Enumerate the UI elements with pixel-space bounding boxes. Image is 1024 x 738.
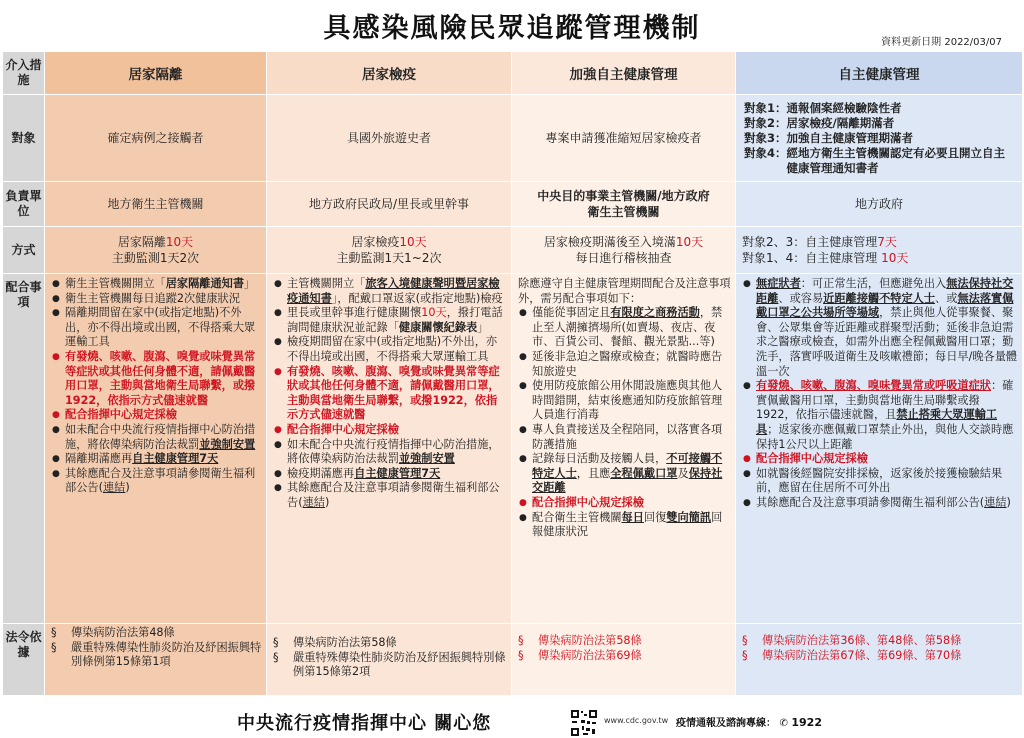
authority-row	[3, 182, 1023, 227]
page-title: 具感染風險民眾追蹤管理機制	[323, 13, 701, 44]
target-item: 對象4： 經地方衛生主管機關認定有必要且開立自主健康管理通知書者	[744, 145, 1006, 175]
row-label-measure: 介入措施	[3, 52, 45, 95]
intro-text: 除應遵守自主健康管理期間配合及注意事項外，需另配合事項如下：	[518, 277, 731, 305]
list-item: ● 配合指揮中心規定採檢	[287, 423, 507, 438]
row-label-authority: 負責單位	[3, 182, 45, 227]
list-item: ● 衛生主管機關每日追蹤2次健康狀況	[65, 292, 262, 307]
law-cell	[736, 624, 1023, 696]
list-item: ● 其餘應配合及注意事項請參閱衛生福利部公告(連結)	[756, 496, 1018, 511]
list-item: ● 記錄每日活動及接觸人員，不可接觸不特定人士，且應全程佩戴口罩及保持社交距離	[532, 452, 731, 496]
target-cell: 專案申請獲准縮短居家檢疫者	[512, 95, 736, 182]
law-item: § 傳染病防治法第58條	[273, 636, 397, 649]
list-item: ● 配合指揮中心規定採檢	[65, 408, 262, 423]
authority-cell: 中央目的事業主管機關/地方政府衛生主管機關	[512, 182, 736, 227]
section-symbol: §	[742, 648, 748, 662]
method-cell: 居家檢疫期滿後至入境滿10天 每日進行稽核抽查	[512, 227, 736, 274]
list-item: ● 里長或里幹事進行健康關懷10天，撥打電話詢問健康狀況並記錄「健康關懷紀錄表」	[287, 306, 507, 335]
law-item: § 嚴重特殊傳染性肺炎防治及紓困振興特別條例第15條第2項	[273, 650, 506, 679]
law-item: § 傳染病防治法第58條	[518, 634, 642, 647]
target-row	[3, 95, 1023, 182]
list-item: ● 配合衛生主管機關每日回復雙向簡訊回報健康狀況	[532, 511, 731, 540]
announcement-link[interactable]: 連結	[102, 481, 126, 495]
row-label-method: 方式	[3, 227, 45, 274]
col-header-self-health-management: 自主健康管理	[736, 52, 1023, 95]
authority-cell: 地方衛生主管機關	[45, 182, 267, 227]
section-symbol: §	[51, 640, 57, 654]
list-item: ● 配合指揮中心規定採檢	[756, 452, 1018, 467]
col-header-home-isolation: 居家隔離	[45, 52, 267, 95]
law-item: § 傳染病防治法第67條、第69條、第70條	[742, 648, 962, 662]
list-item: ● 隔離期滿應再自主健康管理7天	[65, 452, 262, 467]
law-cell	[512, 624, 736, 696]
method-row	[3, 227, 1023, 274]
phone-icon: ✆	[779, 718, 788, 729]
section-symbol: §	[742, 634, 748, 647]
row-label-law: 法令依據	[3, 624, 45, 696]
law-cell	[267, 624, 512, 696]
list-item: ● 檢疫期間留在家中(或指定地點)不外出，亦不得出境或出國，不得搭乘大眾運輸工具	[287, 335, 507, 364]
authority-cell: 地方政府民政局/里長或里幹事	[267, 182, 512, 227]
law-item: § 嚴重特殊傳染性肺炎防治及紓困振興特別條例第15條第1項	[51, 640, 262, 669]
list-item: ● 有發燒、咳嗽、腹瀉、嗅覺或味覺異常等症狀或其他任何身體不適，請佩戴醫用口罩，主動與當地衛生局聯繫，或撥1922，依指示方式儘速就醫	[65, 350, 262, 408]
authority-cell: 地方政府	[736, 182, 1023, 227]
list-item: ● 檢疫期滿應再自主健康管理7天	[287, 467, 507, 482]
list-item: ● 如就醫後經醫院安排採檢，返家後於接獲檢驗結果前，應留在住居所不可外出	[756, 467, 1018, 496]
management-table	[2, 51, 1023, 696]
cooperation-cell	[512, 274, 736, 624]
col-header-home-quarantine: 居家檢疫	[267, 52, 512, 95]
update-date: 資料更新日期 2022/03/07	[881, 37, 1002, 48]
list-item: ● 僅能從事固定且有限度之商務活動，禁止至人潮擁擠場所(如賣場、夜店、夜市、百貨公司、餐館、觀光景點...等)	[532, 306, 731, 350]
target-cell	[736, 95, 1023, 182]
list-item: ● 如未配合中央流行疫情指揮中心防治措施，將依傳染病防治法裁罰並強制安置	[287, 438, 507, 467]
law-item: § 傳染病防治法第69條	[518, 648, 642, 662]
target-item: 對象2：居家檢疫/隔離期滿者	[744, 115, 895, 130]
row-label-target: 對象	[3, 95, 45, 182]
cooperation-cell	[267, 274, 512, 624]
hotline: 疫情通報及諮詢專線： ✆ 1922	[676, 716, 822, 729]
announcement-link[interactable]: 連結	[302, 495, 325, 509]
col-header-enhanced-self-management: 加強自主健康管理	[512, 52, 736, 95]
law-item: § 傳染病防治法第36條、第48條、第58條	[742, 634, 962, 647]
target-item: 對象1：通報個案經檢驗陰性者	[744, 100, 902, 115]
website-link[interactable]: www.cdc.gov.tw	[604, 716, 669, 725]
section-symbol: §	[518, 634, 524, 647]
cooperation-cell	[736, 274, 1023, 624]
method-cell: 居家隔離10天 主動監測1天2次	[45, 227, 267, 274]
law-row	[3, 624, 1023, 696]
target-cell: 具國外旅遊史者	[267, 95, 512, 182]
method-cell: 居家檢疫10天 主動監測1天1~2次	[267, 227, 512, 274]
row-label-cooperation: 配合事項	[3, 274, 45, 624]
list-item: ● 專人負責接送及全程陪同，以落實各項防護措施	[532, 423, 731, 452]
list-item: ● 使用防疫旅館公用休閒設施應與其他人時間錯開，結束後應通知防疫旅館管理人員進行消毒	[532, 379, 731, 423]
list-item: ● 其餘應配合及注意事項請參閱衛生福利部公告(連結)	[287, 481, 507, 510]
list-item: ● 有發燒、咳嗽、腹瀉、嗅覺或味覺異常等症狀或其他任何身體不適，請佩戴醫用口罩，主動與當地衛生局聯繫，或撥1922，依指示方式儘速就醫	[287, 365, 507, 423]
list-item: ● 無症狀者：可正常生活，但應避免出入無法保持社交距離、或容易近距離接觸不特定人士、或無法落實佩戴口罩之公共場所等場域，禁止與他人從事聚餐、聚會、公眾集會等近距離或群聚型活動；延後非急迫需求之醫療或檢查，如需外出應全程佩戴醫用口罩；勤洗手，落實呼吸道衛生及咳嗽禮節；每日早/晚各量體溫一次	[756, 277, 1018, 379]
list-item: ● 如未配合中央流行疫情指揮中心防治措施，將依傳染病防治法裁罰並強制安置	[65, 423, 262, 452]
footer	[0, 706, 1024, 738]
footer-slogan: 中央流行疫情指揮中心 關心您	[237, 713, 492, 734]
section-symbol: §	[273, 636, 279, 649]
section-symbol: §	[518, 648, 524, 662]
list-item: ● 其餘應配合及注意事項請參閱衛生福利部公告(連結)	[65, 467, 262, 496]
section-symbol: §	[51, 626, 57, 639]
list-item: ● 隔離期間留在家中(或指定地點)不外出，亦不得出境或出國，不得搭乘大眾運輸工具	[65, 306, 262, 350]
target-cell: 確定病例之接觸者	[45, 95, 267, 182]
qr-code-icon[interactable]	[570, 709, 598, 737]
method-cell: 對象2、3：自主健康管理7天 對象1、4：自主健康管理 10天	[736, 227, 1023, 274]
announcement-link[interactable]: 連結	[984, 495, 1007, 509]
cooperation-cell	[45, 274, 267, 624]
target-item: 對象3：加強自主健康管理期滿者	[744, 130, 914, 145]
cooperation-row	[3, 274, 1023, 624]
list-item: ● 衛生主管機關開立「居家隔離通知書」	[65, 277, 262, 292]
section-symbol: §	[273, 650, 279, 664]
list-item: ● 配合指揮中心規定採檢	[532, 496, 731, 511]
law-item: § 傳染病防治法第48條	[51, 626, 175, 639]
law-cell	[45, 624, 267, 696]
header-row	[3, 52, 1023, 95]
list-item: ● 延後非急迫之醫療或檢查；就醫時應告知旅遊史	[532, 350, 731, 379]
list-item: ● 主管機關開立「旅客入境健康聲明暨居家檢疫通知書」，配戴口罩返家(或指定地點)檢疫	[287, 277, 507, 306]
list-item: ● 有發燒、咳嗽、腹瀉、嗅味覺異常或呼吸道症狀：確實佩戴醫用口罩，主動與當地衛生局聯繫或撥1922，依指示儘速就醫，且禁止搭乘大眾運輸工具；返家後亦應佩戴口罩禁止外出，與他人交談時應保持1公尺以上距離	[756, 379, 1018, 452]
